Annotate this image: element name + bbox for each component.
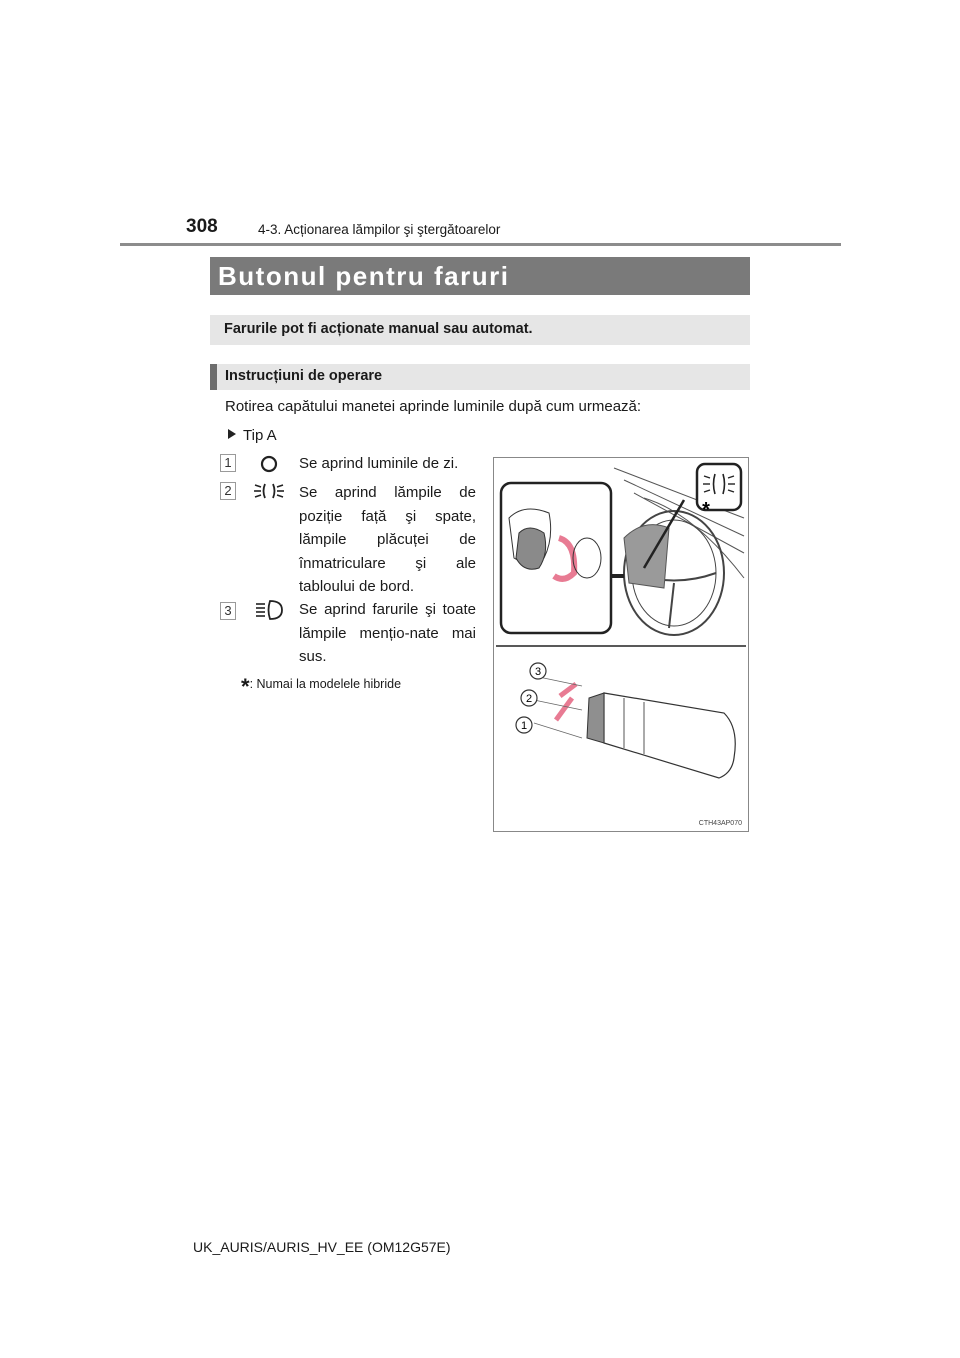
- header-divider: [120, 243, 841, 246]
- item-text-1: Se aprind luminile de zi.: [299, 455, 459, 472]
- item-number-1: 1: [220, 454, 236, 472]
- main-title-bar: [210, 257, 750, 295]
- intro-text: Farurile pot fi acționate manual sau automat.: [224, 321, 533, 337]
- subsection-bar: [210, 364, 750, 390]
- type-label-text: Tip A: [243, 427, 277, 444]
- headlight-icon: [252, 598, 286, 622]
- page-number: 308: [186, 216, 218, 237]
- item-text-3: Se aprind farurile şi toate lămpile mențio-nate mai sus.: [299, 601, 476, 665]
- type-label: [228, 427, 277, 444]
- item-text-2: Se aprind lămpile de poziție față şi spate, lămpile plăcuței de înmatriculare şi ale tabloului de bord.: [299, 484, 476, 595]
- triangle-bullet-icon: [228, 429, 236, 439]
- headlight-switch-illustration: [493, 457, 749, 832]
- callout-3: 3: [534, 666, 542, 678]
- main-title: Butonul pentru faruri: [218, 261, 510, 291]
- body-text: Rotirea capătului manetei aprinde luminile după cum urmează:: [225, 398, 642, 415]
- image-code: CTH43AP070: [698, 820, 742, 827]
- callout-1: 1: [520, 720, 528, 732]
- daytime-running-light-icon: [256, 454, 282, 474]
- illustration-drawing: [494, 458, 748, 831]
- position-lamp-icon: [252, 480, 286, 502]
- footnote-marker: *: [241, 674, 250, 699]
- footer-model-code: UK_AURIS/AURIS_HV_EE (OM12G57E): [193, 1239, 451, 1255]
- footnote: [241, 674, 401, 700]
- subsection-title: Instrucțiuni de operare: [225, 368, 383, 384]
- callout-2: 2: [525, 693, 533, 705]
- section-title: 4-3. Acționarea lămpilor şi ştergătoarelor: [258, 222, 501, 237]
- item-number-3: 3: [220, 602, 236, 620]
- item-number-2: 2: [220, 482, 236, 500]
- illustration-star-marker: *: [702, 499, 710, 521]
- footnote-text: : Numai la modelele hibride: [249, 677, 402, 691]
- intro-box: [210, 315, 750, 345]
